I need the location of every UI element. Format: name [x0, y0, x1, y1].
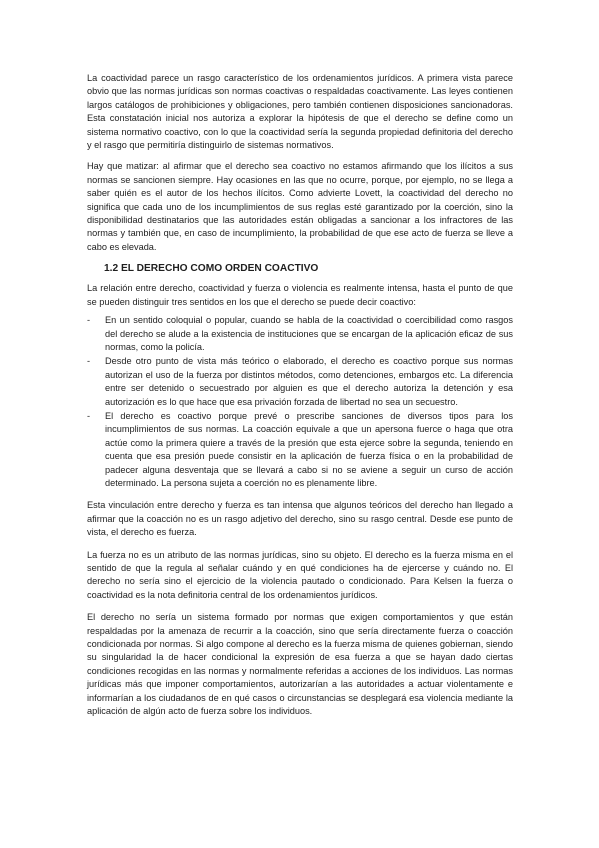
- list-dash-marker: -: [87, 410, 91, 421]
- paragraph-coactividad-intro: La coactividad parece un rasgo característico de los ordenamientos jurídicos. A primera vista parece obvio que las normas jurídicas son normas coactivas o respaldadas coactivamente. Las leyes contienen largos catálogos de prohibiciones y obligaciones, pero también contienen disposiciones sancionadoras. Esta constatación inicial nos autoriza a explorar la hipótesis de que el derecho se define como un sistema normativo coactivo, con lo que la coactividad sería la segunda propiedad definitoria del derecho y el rasgo que permitiría distinguirlo de sistemas normativos.: [87, 73, 513, 151]
- paragraph-fuerza-objeto: La fuerza no es un atributo de las normas jurídicas, sino su objeto. El derecho es la fuerza misma en el sentido de que la regula al señalar cuándo y en qué condiciones ha de ejercerse y cuándo no. El derecho no sería sino el ejercicio de la violencia pautado o condicionado. Para Kelsen la fuerza o coactividad es la nota definitoria central de los ordenamientos jurídicos.: [87, 549, 513, 600]
- list-item: [87, 355, 513, 409]
- list-item-text: Desde otro punto de vista más teórico o elaborado, el derecho es coactivo porque sus normas autorizan el uso de la fuerza por distintos métodos, como detenciones, embargos etc. La diferencia entre ser detenido o secuestrado por alguien es que el derecho autoriza la detención y esa autorización es lo que hace que esa privación forzada de libertad no sea un secuestro.: [105, 356, 513, 407]
- list-item: [87, 410, 513, 490]
- list-dash-marker: -: [87, 315, 91, 326]
- paragraph-matizar: Hay que matizar: al afirmar que el derecho sea coactivo no estamos afirmando que los ilícitos a sus normas se sancionen siempre. Hay ocasiones en las que no ocurre, porque, por ejemplo, no se llega a saber quién es el autor de los hechos ilícitos. Como advierte Lovett, la coactividad del derecho no significa que cada uno de los incumplimientos de sus reglas esté garantizado por la coerción, sino la disponibilidad destinatarios que las autoridades están obligadas a sancionar a los infractores de las normas y también que, en caso de incumplimiento, la probabilidad de que ese acto de fuerza se lleve a cabo es elevada.: [87, 161, 513, 252]
- list-item-text: En un sentido coloquial o popular, cuando se habla de la coactividad o coercibilidad como rasgos del derecho se alude a la existencia de instituciones que se encargan de la aplicación eficaz de sus normas, como la policía.: [105, 315, 513, 352]
- paragraph-sistema-normas: El derecho no sería un sistema formado por normas que exigen comportamientos y que están respaldadas por la amenaza de recurrir a la coacción, sino que sería directamente fuerza o coacción condicionada por normas. Si algo compone al derecho es la fuerza misma de quienes gobiernan, siendo su singularidad la de hacer condicional la expresión de esa fuerza a que se hayan dado ciertas condiciones recogidas en las normas y normalmente referidas a acciones de los individuos. Las normas jurídicas más que imponer comportamientos, autorizarían a las autoridades a actuar violentamente e informarían a los ciudadanos de en qué casos o circunstancias se desplegará esa violencia mediante la aplicación de algún acto de fuerza sobre los individuos.: [87, 612, 513, 717]
- document-body: [87, 72, 513, 718]
- paragraph-vinculacion: Esta vinculación entre derecho y fuerza es tan intensa que algunos teóricos del derecho han llegado a afirmar que la coacción no es un rasgo adjetivo del derecho, sino su rasgo central. Desde ese punto de vista, el derecho es fuerza.: [87, 500, 513, 538]
- list-item-text: El derecho es coactivo porque prevé o prescribe sanciones de diversos tipos para los incumplimientos de sus normas. La coacción equivale a que un apersona fuerce o haga que otra actúe como la primera quiere a través de la presión que esta ejerce sobre la segunda, teniendo en cuenta que esa presión puede consistir en la aplicación de fuerza física o en la probabilidad de padecer alguna desventaja que se llevará a cabo si no se aviene a seguir un curso de acción determinado. La persona sujeta a coerción no es plenamente libre.: [105, 410, 513, 488]
- section-intro-paragraph: La relación entre derecho, coactividad y fuerza o violencia es realmente intensa, hasta el punto de que se pueden distinguir tres sentidos en los que el derecho se puede decir coactivo:: [87, 283, 513, 307]
- list-dash-marker: -: [87, 356, 91, 367]
- list-item: [87, 314, 513, 354]
- coactive-senses-list: [87, 314, 513, 490]
- section-heading: 1.2 EL DERECHO COMO ORDEN COACTIVO: [104, 263, 319, 275]
